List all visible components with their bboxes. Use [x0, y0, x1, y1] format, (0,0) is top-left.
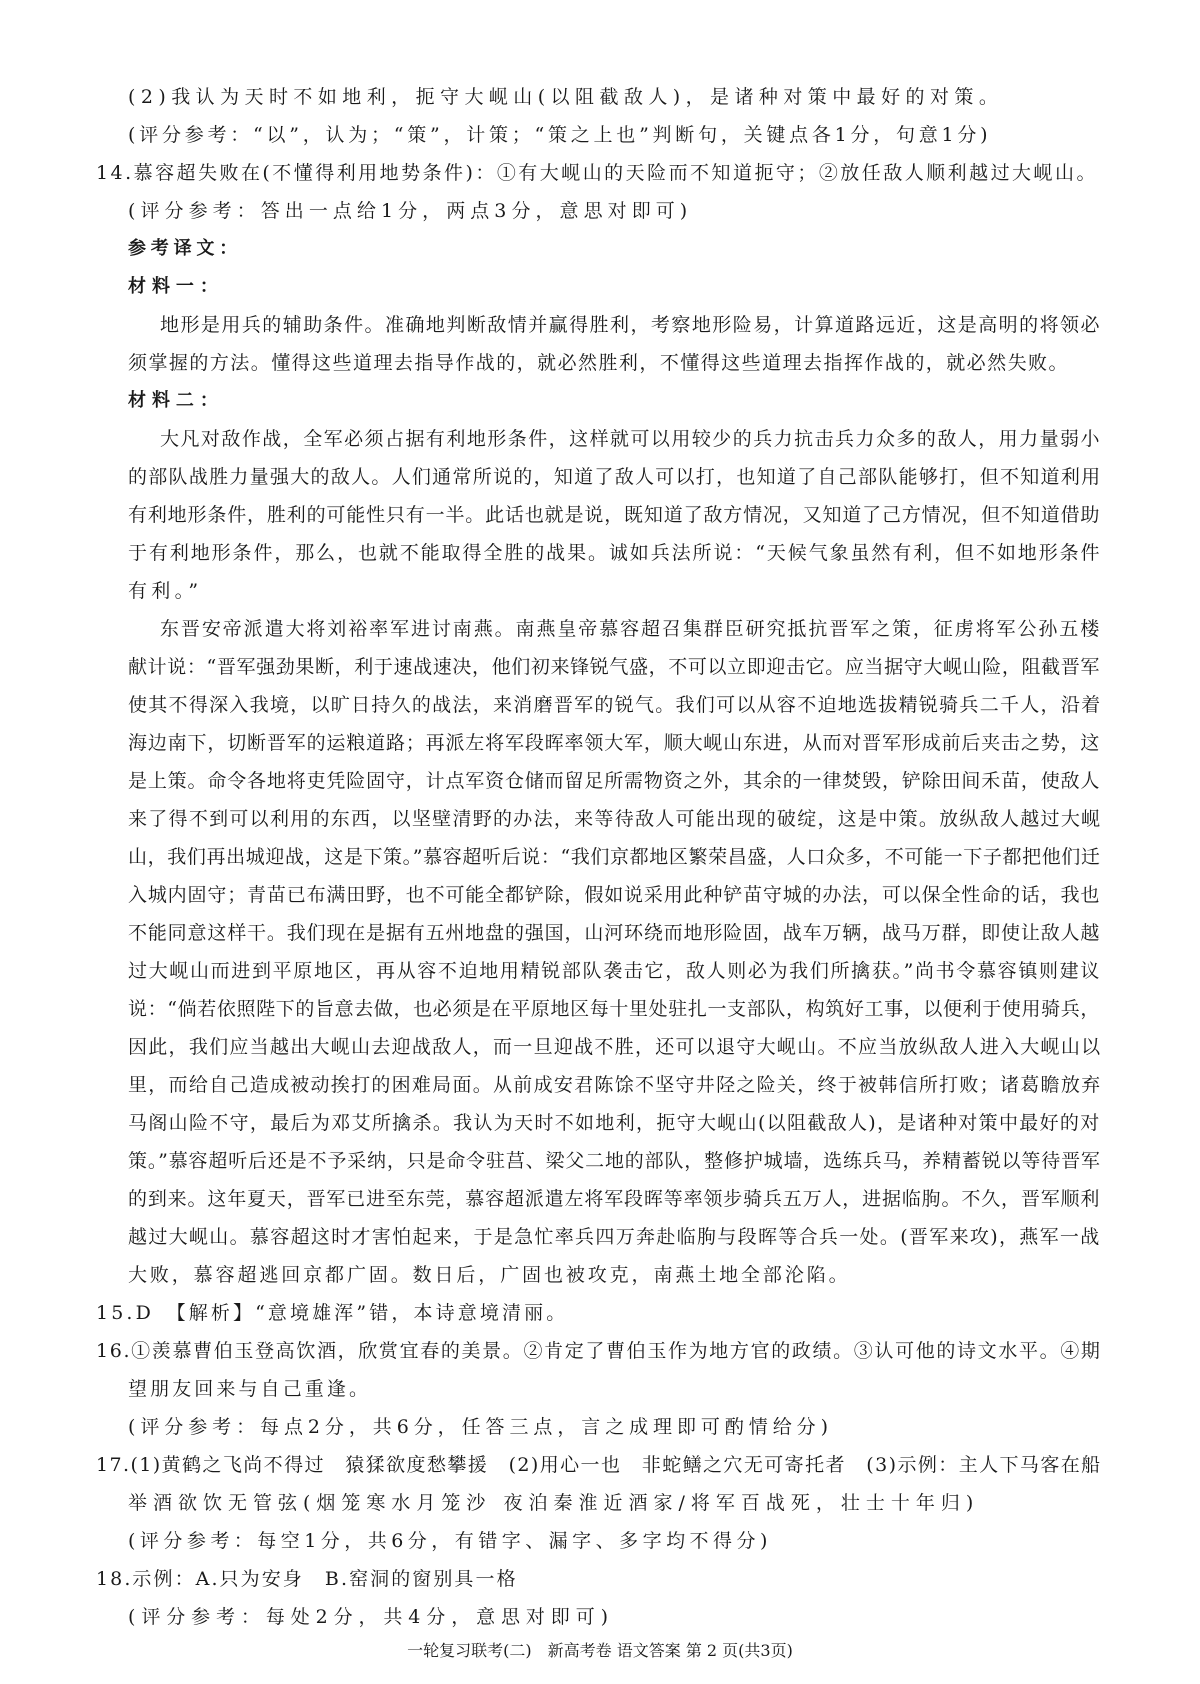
text-line: 的到来。这年夏天，晋军已进至东莞，慕容超派遣左将军段晖等率领步骑兵五万人，进据临朐。不久，晋军顺利 [128, 1188, 1101, 1210]
text-line: (2)我认为天时不如地利，扼守大岘山(以阻截敌人)，是诸种对策中最好的对策。 [128, 86, 1004, 108]
text-line: 的部队战胜力量强大的敌人。人们通常所说的，知道了敌人可以打，也知道了自己部队能够打，但不知道利用 [128, 466, 1102, 488]
text-line: (评分参考：每空1分，共6分，有错字、漏字、多字均不得分) [128, 1530, 772, 1552]
text-line: 举酒欲饮无管弦(烟笼寒水月笼沙 夜泊秦淮近酒家/将军百战死，壮士十年归) [128, 1492, 980, 1514]
text-line: 里，而给自己造成被动挨打的困难局面。从前成安君陈馀不坚守井陉之险关，终于被韩信所打败；诸葛瞻放弃 [128, 1074, 1102, 1096]
text-line: (评分参考：每点2分，共6分，任答三点，言之成理即可酌情给分) [128, 1416, 833, 1438]
text-line: 18.示例：A.只为安身 B.窑洞的窗别具一格 [96, 1568, 518, 1590]
text-line: 东晋安帝派遣大将刘裕率军进讨南燕。南燕皇帝慕容超召集群臣研究抵抗晋军之策，征虏将军公孙五楼 [160, 618, 1102, 640]
text-line: 不能同意这样干。我们现在是据有五州地盘的强国，山河环绕而地形险固，战车万辆，战马万群，即使让敌人越 [128, 922, 1101, 944]
text-line: 17.(1)黄鹤之飞尚不得过 猿猱欲度愁攀援 (2)用心一也 非蛇鳝之穴无可寄托者 (3)示例：主人下马客在船 [96, 1454, 1102, 1476]
text-line: 策。”慕容超听后还是不予采纳，只是命令驻莒、梁父二地的部队，整修护城墙，选练兵马，养精蓄锐以等待晋军 [128, 1150, 1101, 1172]
text-line: 是上策。命令各地将吏凭险固守，计点军资仓储而留足所需物资之外，其余的一律焚毁，铲除田间禾苗，使敌人 [128, 770, 1101, 792]
text-line: 大凡对敌作战，全军必须占据有利地形条件，这样就可以用较少的兵力抗击兵力众多的敌人，用力量弱小 [160, 428, 1101, 450]
text-line: 材料一： [128, 276, 224, 297]
text-line: (评分参考：每处2分，共4分，意思对即可) [128, 1606, 614, 1628]
text-line: 14.慕容超失败在(不懂得利用地势条件)：①有大岘山的天险而不知道扼守；②放任敌人顺利越过大岘山。 [96, 162, 1098, 184]
text-line: 入城内固守；青苗已布满田野，也不可能全都铲除，假如说采用此种铲苗守城的办法，可以保全性命的话，我也 [128, 884, 1101, 906]
text-line: 过大岘山而进到平原地区，再从容不迫地用精锐部队袭击它，敌人则必为我们所擒获。”尚书令慕容镇则建议 [128, 960, 1101, 982]
text-line: 须掌握的方法。懂得这些道理去指导作战的，就必然胜利，不懂得这些道理去指挥作战的，就必然失败。 [128, 352, 1069, 374]
text-line: 有利地形条件，胜利的可能性只有一半。此话也就是说，既知道了敌方情况，又知道了己方情况，但不知道借助 [128, 504, 1101, 526]
text-line: 参考译文： [128, 238, 242, 259]
text-line: 16.①羡慕曹伯玉登高饮酒，欣赏宜春的美景。②肯定了曹伯玉作为地方官的政绩。③认可他的诗文水平。④期 [96, 1340, 1102, 1362]
text-line: 因此，我们应当越出大岘山去迎战敌人，而一旦迎战不胜，还可以退守大岘山。不应当放纵敌人进入大岘山以 [128, 1036, 1102, 1058]
text-line: (评分参考：“以”，认为；“策”，计策；“策之上也”判断句，关键点各1分，句意1分) [128, 124, 992, 146]
page-footer: 一轮复习联考(二) 新高考卷 语文答案 第 2 页(共3页) [407, 1641, 793, 1660]
text-line: 材料二： [128, 390, 224, 411]
text-line: (评分参考：答出一点给1分，两点3分，意思对即可) [128, 200, 693, 222]
text-line: 马阁山险不守，最后为邓艾所擒杀。我认为天时不如地利，扼守大岘山(以阻截敌人)，是诸种对策中最好的对 [128, 1112, 1101, 1134]
text-line: 山，我们再出城迎战，这是下策。”慕容超听后说：“我们京都地区繁荣昌盛，人口众多，不可能一下子都把他们迁 [128, 846, 1101, 868]
text-line: 15.D 【解析】“意境雄浑”错，本诗意境清丽。 [96, 1302, 569, 1324]
text-line: 有利。” [128, 580, 203, 602]
text-line: 海边南下，切断晋军的运粮道路；再派左将军段晖率领大军，顺大岘山东进，从而对晋军形成前后夹击之势，这 [128, 732, 1101, 754]
text-line: 于有利地形条件，那么，也就不能取得全胜的战果。诚如兵法所说：“天候气象虽然有利，但不如地形条件 [128, 542, 1102, 564]
text-line: 说：“倘若依照陛下的旨意去做，也必须是在平原地区每十里处驻扎一支部队，构筑好工事，以便利于使用骑兵， [128, 998, 1101, 1020]
text-line: 越过大岘山。慕容超这时才害怕起来，于是急忙率兵四万奔赴临朐与段晖等合兵一处。(晋军来攻)，燕军一战 [128, 1226, 1101, 1248]
text-line: 使其不得深入我境，以旷日持久的战法，来消磨晋军的锐气。我们可以从容不迫地选拔精锐骑兵二千人，沿着 [128, 694, 1102, 716]
text-line: 来了得不到可以利用的东西，以坚壁清野的办法，来等待敌人可能出现的破绽，这是中策。放纵敌人越过大岘 [128, 808, 1102, 830]
text-line: 望朋友回来与自己重逢。 [128, 1378, 372, 1400]
text-line: 地形是用兵的辅助条件。准确地判断敌情并赢得胜利，考察地形险易，计算道路远近，这是高明的将领必 [160, 314, 1101, 336]
text-line: 献计说：“晋军强劲果断，利于速战速决，他们初来锋锐气盛，不可以立即迎击它。应当据守大岘山险，阻截晋军 [128, 656, 1101, 678]
text-line: 大败，慕容超逃回京都广固。数日后，广固也被攻克，南燕土地全部沦陷。 [128, 1264, 851, 1286]
